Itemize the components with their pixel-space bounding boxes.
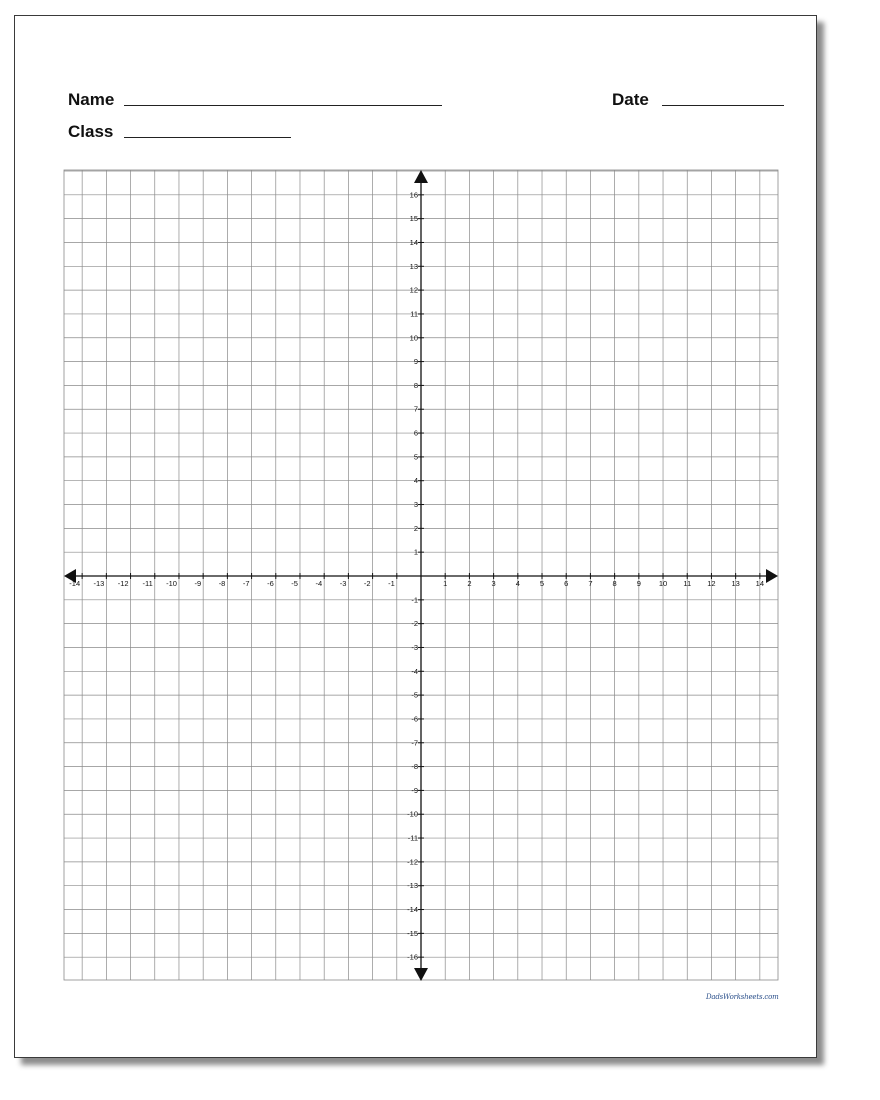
x-tick-label: 5 <box>539 579 545 588</box>
x-tick-label: -3 <box>339 579 347 588</box>
y-tick-label: -4 <box>411 666 418 676</box>
x-axis-right-arrow-icon <box>766 569 778 583</box>
date-label: Date <box>612 90 649 109</box>
y-tick-label: 10 <box>409 333 418 343</box>
y-tick-label: -5 <box>411 690 418 700</box>
y-tick-label: -14 <box>407 905 418 915</box>
name-label: Name <box>68 90 115 109</box>
y-tick-label: 4 <box>413 476 418 486</box>
y-tick-label: 2 <box>413 523 418 533</box>
x-tick-label: 3 <box>491 579 496 588</box>
x-tick-label: -10 <box>166 579 177 588</box>
y-tick-label: -10 <box>407 809 418 819</box>
y-tick-label: 16 <box>409 190 418 200</box>
x-tick-label: 12 <box>707 579 716 588</box>
y-tick-label: -13 <box>407 881 418 891</box>
x-tick-label: -5 <box>291 579 298 588</box>
y-tick-label: -7 <box>411 738 418 748</box>
x-tick-label: 1 <box>443 579 448 588</box>
y-tick-label: 11 <box>410 309 418 319</box>
y-tick-label: 9 <box>413 357 418 367</box>
class-label: Class <box>68 122 114 141</box>
x-tick-label: 9 <box>636 579 641 588</box>
x-tick-label: -2 <box>363 579 371 588</box>
y-tick-label: -6 <box>411 714 418 724</box>
x-tick-label: -14 <box>69 579 81 588</box>
y-tick-label: 3 <box>413 500 418 510</box>
y-tick-label: 15 <box>409 214 418 224</box>
y-tick-label: -8 <box>411 762 418 772</box>
x-tick-label: 6 <box>564 579 569 588</box>
y-tick-label: 6 <box>413 428 418 438</box>
y-tick-label: -3 <box>411 642 418 652</box>
y-tick-label: -12 <box>407 857 418 867</box>
y-tick-label: 5 <box>413 452 418 462</box>
x-tick-label: -8 <box>218 579 226 588</box>
x-tick-label: -11 <box>142 579 153 588</box>
x-tick-label: 14 <box>755 579 765 588</box>
x-tick-label: -6 <box>267 579 274 588</box>
y-axis-up-arrow-icon <box>414 170 428 183</box>
y-tick-label: 14 <box>409 237 418 247</box>
y-tick-label: -1 <box>411 595 418 605</box>
y-tick-label: -11 <box>407 833 418 843</box>
publisher-logo: DadsWorksheets.com <box>706 993 779 1001</box>
y-tick-label: 7 <box>413 404 418 414</box>
y-tick-label: 12 <box>409 285 418 295</box>
x-tick-label: -13 <box>93 579 105 588</box>
y-tick-label: -15 <box>407 928 418 938</box>
x-tick-label: 2 <box>467 579 472 588</box>
y-tick-label: 8 <box>413 380 418 390</box>
x-tick-label: -12 <box>117 579 129 588</box>
y-tick-label: 1 <box>413 547 418 557</box>
x-tick-label: 11 <box>683 579 692 588</box>
x-tick-label: 13 <box>731 579 740 588</box>
x-tick-label: -1 <box>388 579 395 588</box>
y-tick-label: -16 <box>407 952 418 962</box>
x-tick-label: 8 <box>612 579 617 588</box>
x-tick-label: 4 <box>515 579 520 588</box>
x-tick-label: -7 <box>242 579 250 588</box>
x-tick-label: -9 <box>194 579 202 588</box>
y-tick-label: 13 <box>409 261 418 271</box>
x-tick-label: 7 <box>588 579 593 588</box>
x-tick-label: -4 <box>315 579 323 588</box>
y-axis-down-arrow-icon <box>414 968 428 981</box>
x-tick-label: 10 <box>658 579 668 588</box>
y-tick-label: -9 <box>411 785 418 795</box>
y-tick-label: -2 <box>411 619 418 629</box>
